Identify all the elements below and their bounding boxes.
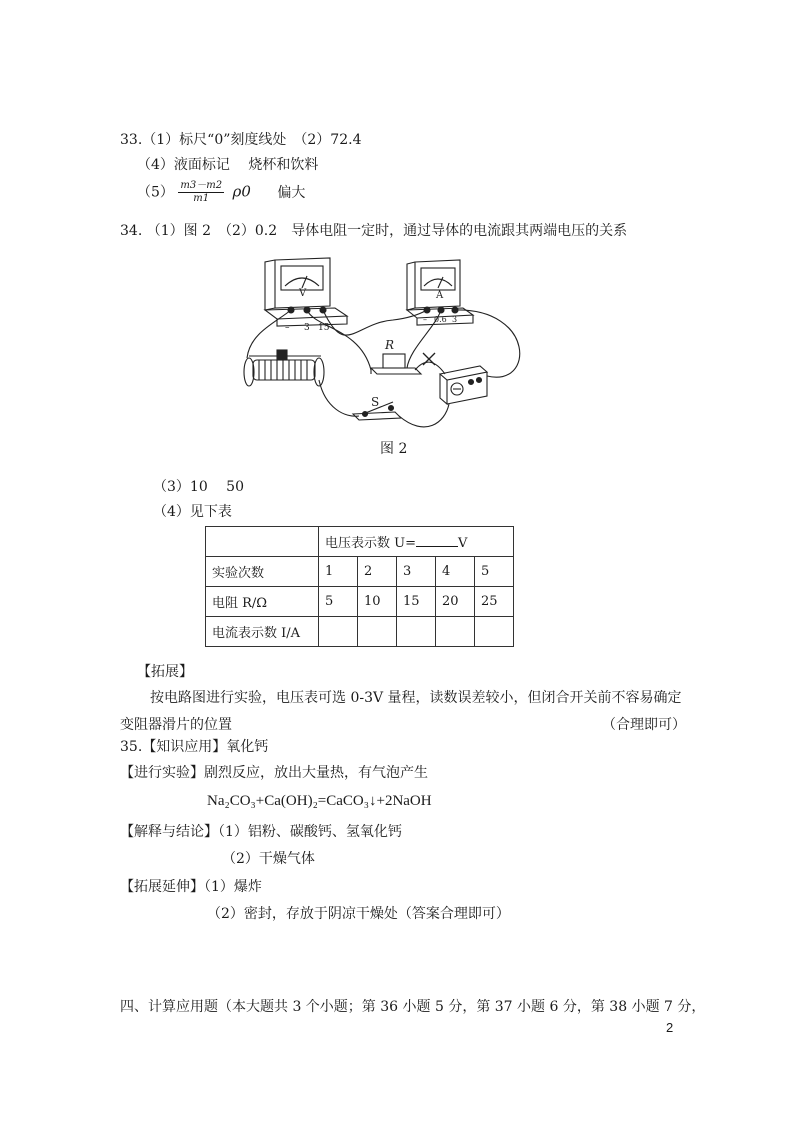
fraction-denominator: m1 (193, 193, 210, 204)
resistor (371, 354, 421, 374)
rho-symbol: ρ0 (232, 182, 251, 201)
voltmeter-terminal-3: 3 (304, 323, 310, 333)
q35-line5: （2）干燥气体 (222, 851, 315, 867)
q34-line1: 34. （1）图 2 （2）0.2 导体电阻一定时，通过导体的电流跟其两端电压的关系 (120, 223, 628, 239)
table-row (206, 587, 514, 617)
extension-note: （合理即可） (602, 717, 686, 733)
fraction-numerator: m3－m2 (180, 180, 223, 191)
section4-heading: 四、计算应用题（本大题共 3 个小题；第 36 小题 5 分，第 37 小题 6 分，第 38 小题 7 分， (120, 999, 706, 1015)
extension-text-line2: 变阻器滑片的位置 (120, 717, 232, 733)
q35-line4: 【解释与结论】（1）铝粉、碳酸钙、氢氧化钙 (120, 824, 402, 840)
switch-label: S (371, 395, 380, 409)
table-cell (319, 617, 358, 647)
q33-line3 (137, 180, 305, 205)
voltage-blank (416, 534, 458, 547)
table-row (206, 557, 514, 587)
q33-line3-suffix: 偏大 (277, 184, 306, 201)
table-cell: 4 (436, 557, 475, 587)
ammeter-label: A (436, 290, 444, 301)
q35-line2: 【进行实验】剧烈反应，放出大量热，有气泡产生 (120, 765, 428, 781)
table-cell (475, 617, 514, 647)
voltmeter-terminal-neg: – (285, 323, 290, 333)
table-cell (358, 617, 397, 647)
table-cell: 2 (358, 557, 397, 587)
table-row-label: 电流表示数 I/A (206, 617, 319, 647)
table-cell: 5 (475, 557, 514, 587)
table-cell (206, 527, 319, 557)
table-cell (397, 617, 436, 647)
rheostat (244, 350, 324, 386)
resistor-label: R (385, 338, 395, 352)
table-row-label: 电阻 R/Ω (206, 587, 319, 617)
voltage-unit: V (457, 536, 468, 551)
table-cell: 15 (397, 587, 436, 617)
table-cell: 20 (436, 587, 475, 617)
figure-caption: 图 2 (380, 441, 408, 457)
table-cell (436, 617, 475, 647)
table-row-label: 实验次数 (206, 557, 319, 587)
ammeter-terminal-3: 3 (452, 315, 458, 324)
table-cell: 5 (319, 587, 358, 617)
q33-line1: 33.（1）标尺“0”刻度线处 （2）72.4 (120, 132, 362, 148)
q34-line4: （4）见下表 (153, 504, 232, 520)
power-supply (440, 366, 487, 404)
voltmeter-label: V (299, 288, 307, 299)
extension-text-line1: 按电路图进行实验，电压表可选 0-3V 量程，读数误差较小，但闭合开关前不容易确定 (150, 690, 682, 706)
ammeter-terminal-06: 0.6 (434, 315, 447, 324)
q35-line7: （2）密封，存放于阴凉干燥处（答案合理即可） (207, 906, 510, 922)
density-fraction (178, 180, 224, 205)
data-table (205, 526, 514, 647)
circuit-diagram (235, 248, 535, 438)
wire-cross-mark (423, 353, 435, 365)
q35-line6: 【拓展延伸】（1）爆炸 (120, 879, 262, 895)
ammeter-terminal-neg: – (423, 315, 427, 324)
q35-line1: 35.【知识应用】氧化钙 (120, 739, 269, 755)
table-cell: 3 (397, 557, 436, 587)
voltmeter-terminal-15: 15 (318, 323, 330, 333)
table-cell: 1 (319, 557, 358, 587)
q33-line2: （4）液面标记 烧杯和饮料 (137, 157, 319, 173)
extension-title: 【拓展】 (137, 664, 193, 680)
voltage-header-text: 电压表示数 U= (325, 536, 416, 551)
voltage-header-cell (319, 527, 514, 557)
table-header-row (206, 527, 514, 557)
chemical-equation: Na₂CO₃+Ca(OH)₂=CaCO₃↓+2NaOH (207, 793, 432, 809)
table-row (206, 617, 514, 647)
table-cell: 25 (475, 587, 514, 617)
table-cell: 10 (358, 587, 397, 617)
q33-line3-prefix: （5） (137, 184, 174, 201)
page-number: 2 (666, 1020, 674, 1035)
q34-line3: （3）10 50 (153, 479, 244, 495)
